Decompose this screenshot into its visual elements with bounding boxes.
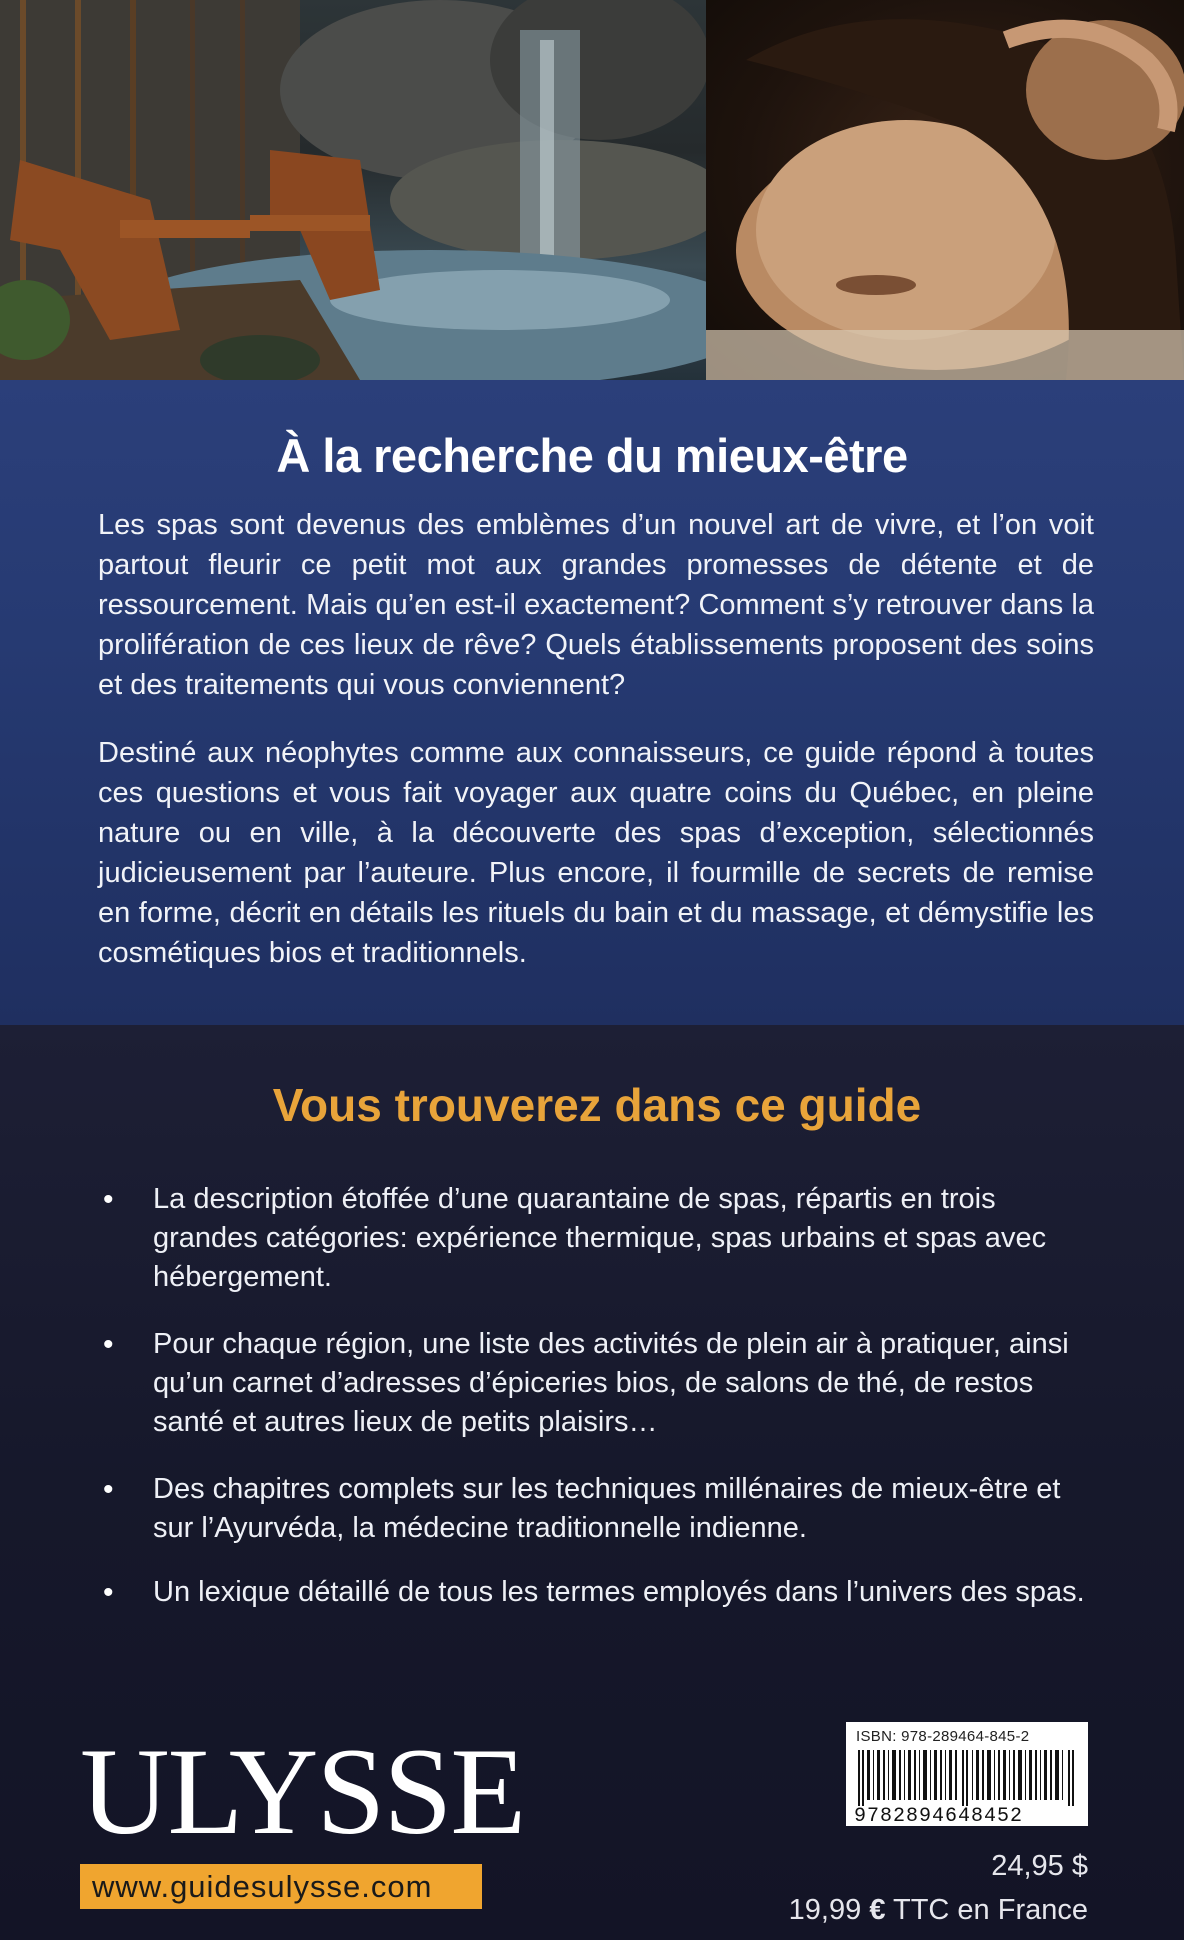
barcode-digits: 9782894648452 [854,1805,1024,1826]
list-item [103,1470,1093,1548]
feature-text: Pour chaque région, une liste des activités de plein air à pratiquer, ainsi qu’un carnet d’adresses d’épiceries bios, de salons de thé, de restos santé et autres lieux de petits plaisirs… [153,1328,1069,1438]
list-item [103,1325,1093,1442]
list-item [103,1573,1093,1612]
features-title: Vous trouverez dans ce guide [272,1079,922,1131]
barcode [846,1722,1088,1826]
list-item [103,1180,1093,1297]
price-eur-amount: 19,99 [788,1894,862,1926]
bullet-icon: • [103,1183,114,1216]
intro-paragraph-2: Destiné aux néophytes comme aux connaisseurs, ce guide répond à toutes ces questions et vous fait voyager aux quatre coins du Québec, en pleine nature ou en ville, à la découverte des spas d’exception, sélectionnés judicieusement par l’auteure. Plus encore, il fourmille de secrets de remise en forme, décrit en détails les rituels du bain et du massage, et démystifie les cosmétiques bios et traditionnels. [98,737,1094,969]
barcode-bars [854,1750,1080,1806]
feature-text: Des chapitres complets sur les techniques millénaires de mieux-être et sur l’Ayurvéda, la médecine traditionnelle indienne. [153,1473,1061,1544]
price-eur [789,1894,1088,1927]
price-cad: 24,95 $ [991,1850,1088,1882]
bullet-icon: • [103,1473,114,1506]
euro-symbol: € [869,1894,886,1926]
isbn-label: ISBN: 978-289464-845-2 [856,1728,1030,1745]
feature-text: La description étoffée d’une quarantaine de spas, répartis en trois grandes catégories: expérience thermique, spas urbains et spas avec hébergement. [153,1183,1047,1293]
intro-title: À la recherche du mieux-être [276,429,908,482]
feature-text: Un lexique détaillé de tous les termes employés dans l’univers des spas. [153,1576,1085,1608]
bullet-icon: • [103,1576,114,1609]
intro-paragraph-1: Les spas sont devenus des emblèmes d’un nouvel art de vivre, et l’on voit partout fleurir ce petit mot aux grandes promesses de détente et de ressourcement. Mais qu’en est-il exactement? Comment s’y retrouver dans la prolifération de ces lieux de rêve? Quels établissements proposent des soins et des traitements qui vous conviennent? [98,509,1094,701]
publisher-website[interactable]: www.guidesulysse.com [80,1864,482,1909]
price-eur-note: TTC en France [893,1894,1088,1926]
publisher-logo: ULYSSE [80,1723,525,1860]
bullet-icon: • [103,1328,114,1361]
